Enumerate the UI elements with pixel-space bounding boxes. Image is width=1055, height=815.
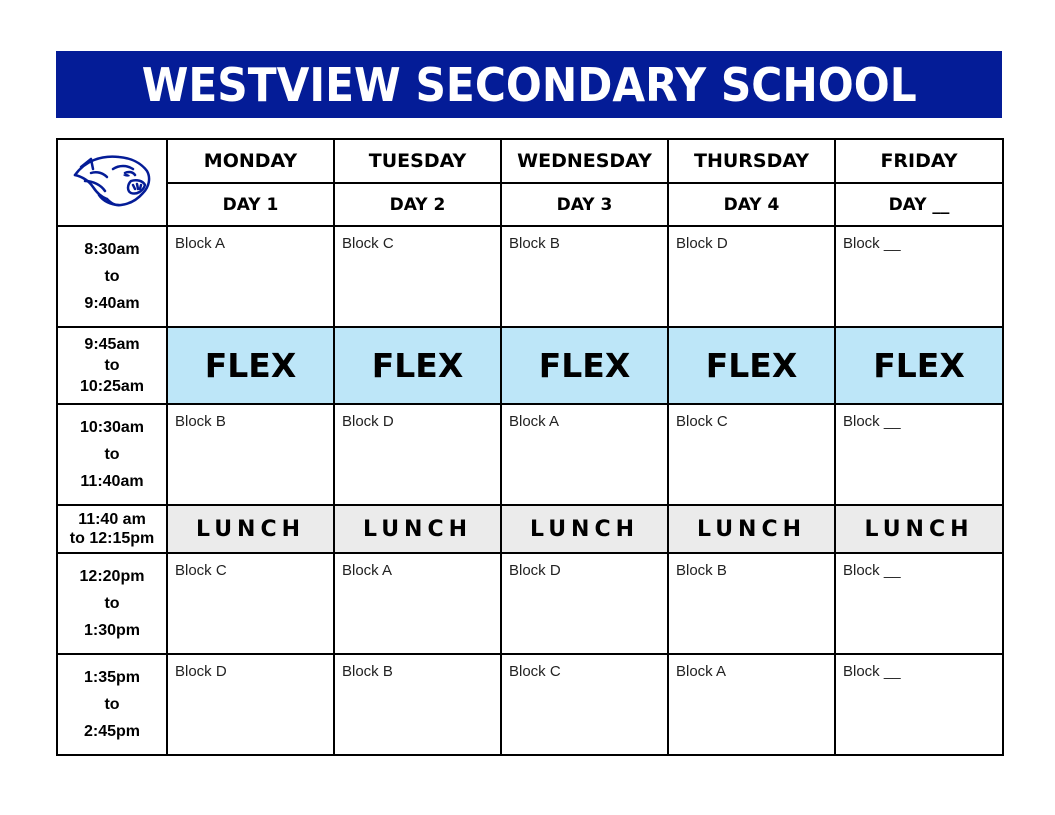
block-cell: Block D	[501, 553, 668, 654]
flex-cell: FLEX	[835, 327, 1003, 404]
block-cell: Block C	[334, 226, 501, 327]
school-title-banner	[56, 51, 1002, 118]
day-number-wednesday: DAY 3	[501, 183, 668, 226]
day-number-thursday: DAY 4	[668, 183, 835, 226]
flex-cell: FLEX	[167, 327, 334, 404]
flex-cell: FLEX	[668, 327, 835, 404]
block-cell: Block B	[167, 404, 334, 505]
wildcat-mascot-icon	[71, 151, 153, 209]
block-cell: Block B	[501, 226, 668, 327]
schedule-table	[56, 138, 1004, 756]
time-slot: 12:20pm to 1:30pm	[57, 553, 167, 654]
block-cell: Block A	[501, 404, 668, 505]
block-cell: Block A	[334, 553, 501, 654]
block-cell: Block __	[835, 226, 1003, 327]
period-row	[57, 553, 1003, 654]
block-cell: Block __	[835, 404, 1003, 505]
block-cell: Block C	[668, 404, 835, 505]
flex-row	[57, 327, 1003, 404]
period-row	[57, 226, 1003, 327]
block-cell: Block C	[167, 553, 334, 654]
day-header-thursday: THURSDAY	[668, 139, 835, 183]
block-cell: Block __	[835, 654, 1003, 755]
block-cell: Block C	[501, 654, 668, 755]
block-cell: Block D	[668, 226, 835, 327]
day-header-friday: FRIDAY	[835, 139, 1003, 183]
lunch-cell: LUNCH	[501, 505, 668, 553]
time-slot: 8:30am to 9:40am	[57, 226, 167, 327]
school-title: WESTVIEW SECONDARY SCHOOL	[141, 57, 917, 112]
flex-cell: FLEX	[501, 327, 668, 404]
logo-cell	[57, 139, 167, 226]
lunch-cell: LUNCH	[668, 505, 835, 553]
time-slot: 1:35pm to 2:45pm	[57, 654, 167, 755]
lunch-cell: LUNCH	[835, 505, 1003, 553]
flex-cell: FLEX	[334, 327, 501, 404]
day-header-wednesday: WEDNESDAY	[501, 139, 668, 183]
lunch-cell: LUNCH	[334, 505, 501, 553]
day-number-monday: DAY 1	[167, 183, 334, 226]
day-number-friday: DAY __	[835, 183, 1003, 226]
lunch-cell: LUNCH	[167, 505, 334, 553]
time-slot: 9:45am to 10:25am	[57, 327, 167, 404]
block-cell: Block D	[167, 654, 334, 755]
time-slot: 11:40 am to 12:15pm	[57, 505, 167, 553]
day-number-row	[57, 183, 1003, 226]
block-cell: Block __	[835, 553, 1003, 654]
day-number-tuesday: DAY 2	[334, 183, 501, 226]
day-name-row	[57, 139, 1003, 183]
block-cell: Block B	[668, 553, 835, 654]
block-cell: Block A	[668, 654, 835, 755]
block-cell: Block D	[334, 404, 501, 505]
block-cell: Block A	[167, 226, 334, 327]
lunch-row	[57, 505, 1003, 553]
time-slot: 10:30am to 11:40am	[57, 404, 167, 505]
period-row	[57, 654, 1003, 755]
day-header-monday: MONDAY	[167, 139, 334, 183]
period-row	[57, 404, 1003, 505]
day-header-tuesday: TUESDAY	[334, 139, 501, 183]
block-cell: Block B	[334, 654, 501, 755]
